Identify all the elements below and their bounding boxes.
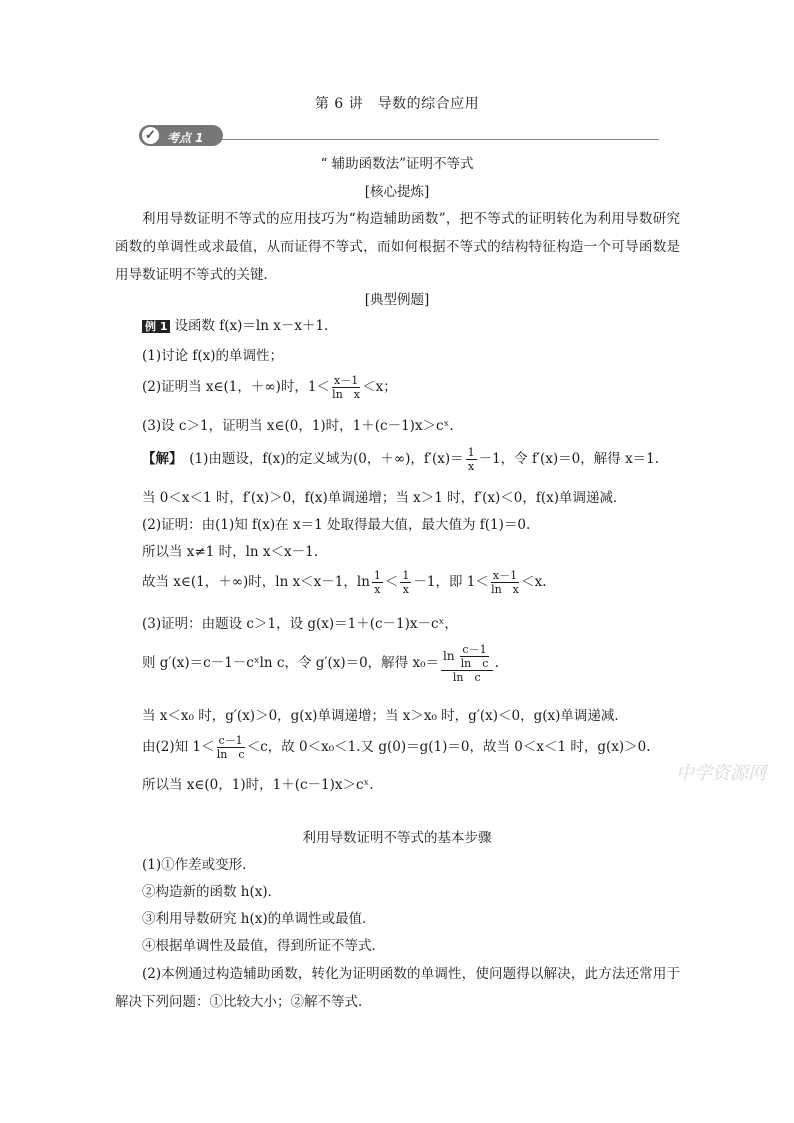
s7-inner-fraction [460, 644, 488, 669]
page-title: 第 6 讲 导数的综合应用 [314, 96, 480, 112]
s5-f1-den: x [374, 583, 381, 596]
s7-inner-num: c－1 [462, 643, 487, 656]
q2-text-a: (2)证明当 x∈(1，＋∞)时，1＜ [142, 379, 330, 395]
watermark: 中学资源网 [676, 763, 766, 784]
typical-label: [典型例题] [364, 292, 430, 308]
example-stem: 设函数 f(x)＝ln x－x＋1. [174, 318, 329, 334]
steps-heading: 利用导数证明不等式的基本步骤 [302, 830, 492, 846]
example-stem-line [142, 320, 328, 334]
core-paragraph: 利用导数证明不等式的应用技巧为“构造辅助函数”，把不等式的证明转化为利用导数研究函数的单调性或求最值，从而证得不等式，而如何根据不等式的结构特征构造一个可导函数是用导数证明不等式的关键． [115, 211, 680, 283]
kaodian-badge [139, 125, 223, 146]
s5-f3-num: x－1 [492, 569, 518, 582]
s5-f2-num: 1 [402, 569, 410, 582]
step-2: ②构造新的函数 h(x)． [142, 884, 282, 900]
s7-num [441, 644, 493, 671]
core-label: [核心提炼] [364, 184, 430, 200]
s1-text-b: －1，令 f′(x)＝0，解得 x＝1. [478, 451, 660, 467]
s1-text-a: (1)由题设，f(x)的定义域为(0，＋∞)，f′(x)＝ [175, 451, 464, 467]
solution-tag: 【解】 [142, 451, 176, 467]
s9-den: ln c [216, 748, 245, 761]
solution-line-4: 所以当 x≠1 时，ln x＜x－1. [142, 544, 319, 560]
solution-line-1 [142, 447, 659, 472]
s1-num: 1 [467, 446, 475, 459]
check-icon: ✓ [140, 125, 161, 146]
section-badge [139, 122, 659, 148]
s7-den: ln c [452, 671, 481, 684]
s5-lt: ＜ [384, 574, 399, 590]
s5-fraction-3 [491, 570, 519, 595]
q2-text-b: ＜x； [362, 379, 397, 395]
question-1: (1)讨论 f(x)的单调性； [142, 348, 284, 364]
s7-inner-den: ln c [460, 657, 489, 670]
s5-text-a: 故当 x∈(1，＋∞)时，ln x＜x－1，ln [142, 574, 370, 590]
solution-line-2: 当 0＜x＜1 时，f′(x)＞0，f(x)单调递增；当 x＞1 时，f′(x)＜0，f(x)单调递减． [142, 490, 627, 506]
s1-fraction [466, 447, 477, 472]
question-2 [142, 375, 397, 400]
badge-label: 考点 1 [167, 131, 204, 145]
s7-inner-ln: ln [443, 649, 455, 663]
s9-num: c－1 [218, 734, 243, 747]
s9-text-a: 由(2)知 1＜ [142, 739, 215, 755]
badge-rule [219, 139, 659, 140]
q2-num: x－1 [333, 374, 359, 387]
s7-text-a: 则 g′(x)＝c－1－cˣln c，令 g′(x)＝0，解得 x₀＝ [142, 655, 439, 671]
s5-fraction-2 [400, 570, 411, 595]
solution-line-9 [142, 735, 651, 760]
question-3: (3)设 c＞1，证明当 x∈(0，1)时，1＋(c－1)x＞cˣ. [142, 418, 454, 434]
solution-line-7 [142, 644, 499, 683]
example-badge: 例 1 [142, 320, 170, 333]
step-5: (2)本例通过构造辅助函数，转化为证明函数的单调性，使问题得以解决，此方法还常用于解决下列问题：①比较大小；②解不等式． [115, 966, 680, 1010]
q2-den: ln x [332, 388, 360, 401]
s5-text-b: －1，即 1＜ [413, 574, 489, 590]
section-heading: “ 辅助函数法”证明不等式 [320, 156, 474, 172]
s5-text-c: ＜x. [521, 574, 547, 590]
solution-line-5 [142, 570, 547, 595]
s5-fraction-1 [372, 570, 383, 595]
s5-f2-den: x [402, 583, 410, 596]
solution-line-10: 所以当 x∈(0，1)时，1＋(c－1)x＞cˣ. [142, 777, 374, 793]
step-3: ③利用导数研究 h(x)的单调性或最值． [142, 911, 376, 927]
s1-den: x [467, 460, 475, 473]
s9-fraction [217, 735, 245, 760]
solution-line-6: (3)证明：由题设 c＞1，设 g(x)＝1＋(c－1)x－cˣ， [142, 616, 458, 632]
step-4: ④根据单调性及最值，得到所证不等式． [142, 938, 385, 954]
q2-fraction [332, 375, 360, 400]
solution-line-3: (2)证明：由(1)知 f(x)在 x＝1 处取得最大值，最大值为 f(1)＝0. [142, 517, 531, 533]
s5-f3-den: ln x [491, 583, 519, 596]
s7-fraction [441, 644, 493, 683]
s9-text-b: ＜c，故 0＜x₀＜1.又 g(0)＝g(1)＝0，故当 0＜x＜1 时，g(x)＞0. [246, 739, 651, 755]
step-1: (1)①作差或变形． [142, 857, 256, 873]
solution-line-8: 当 x＜x₀ 时，g′(x)＞0，g(x)单调递增；当 x＞x₀ 时，g′(x)＜0，g(x)单调递减． [142, 708, 628, 724]
s5-f1-num: 1 [373, 569, 381, 582]
s7-text-b: . [494, 655, 499, 671]
